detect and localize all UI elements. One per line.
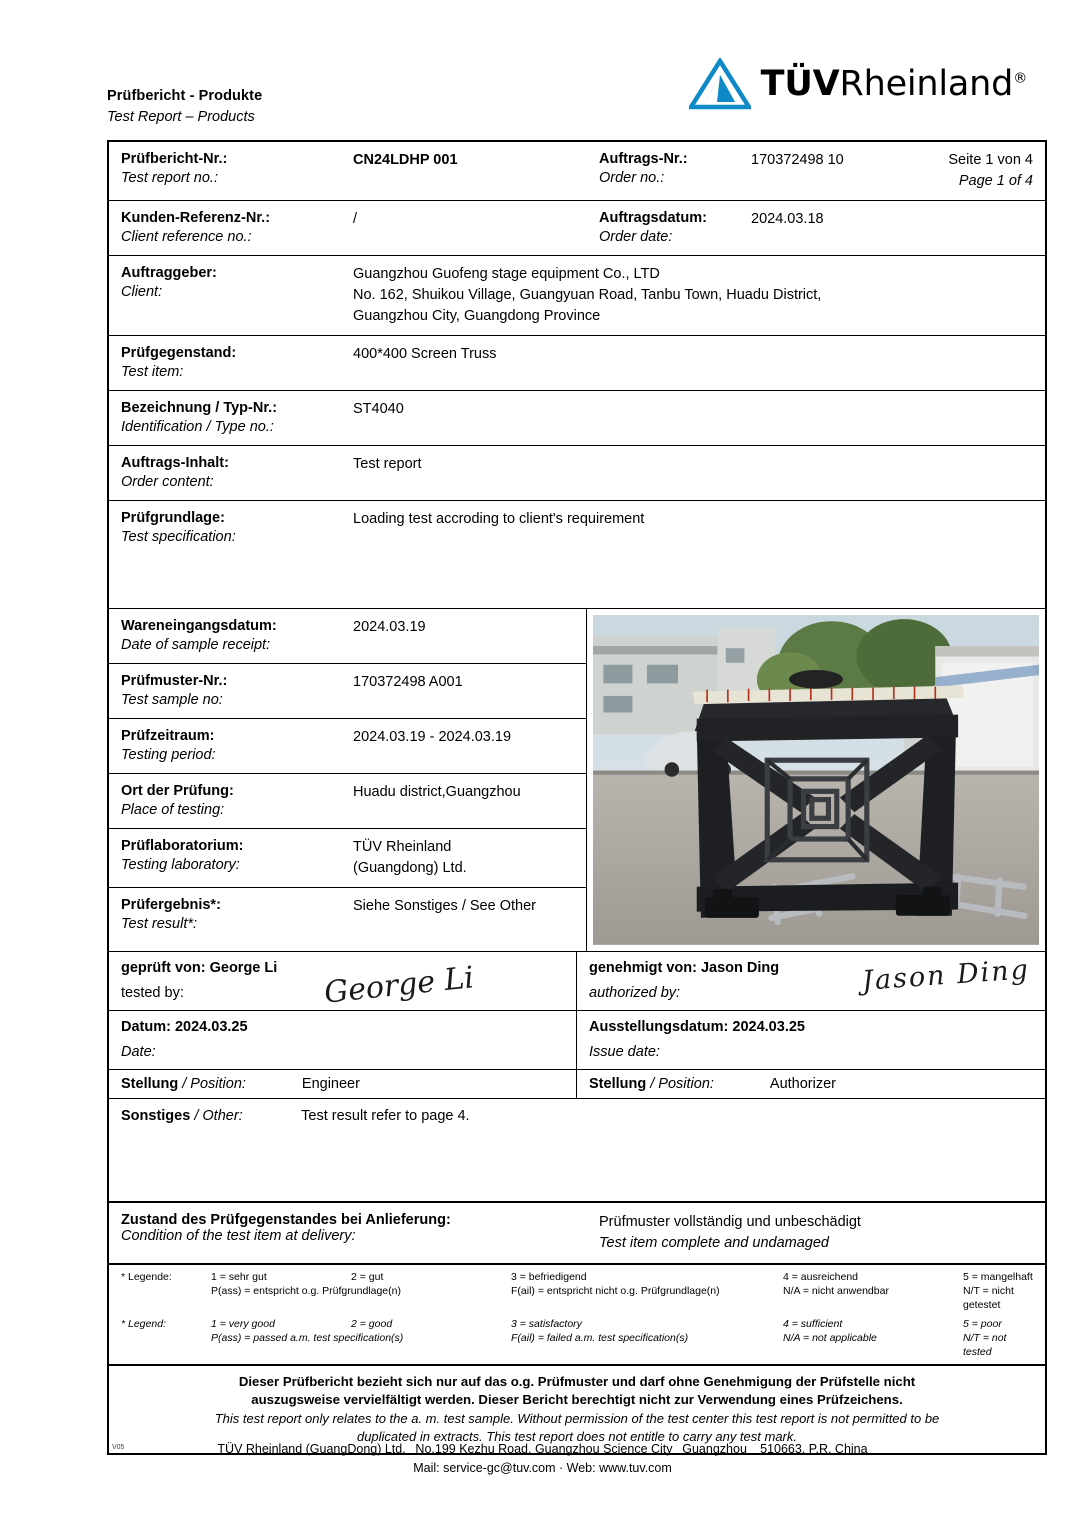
order-no-value: 170372498 10	[751, 152, 844, 168]
position-row	[109, 1070, 1045, 1099]
client-value-cell	[341, 256, 1045, 335]
authorized-by-label-de: genehmigt von: Jason Ding	[589, 959, 780, 976]
place-label-en: Place of testing:	[121, 802, 225, 818]
page-number-en: Page 1 of 4	[958, 173, 1033, 189]
legend-de-2-4: N/T = nicht getestet	[963, 1284, 1014, 1311]
row-client-reference	[109, 201, 1045, 256]
legend-de-1-3: 3 = befriedigend	[511, 1270, 587, 1283]
legend-spacer-2	[121, 1331, 211, 1359]
lab-value-cell	[341, 829, 586, 887]
legend-en-2-4: N/T = not tested	[963, 1331, 1007, 1358]
lab-value-line-1: TÜV Rheinland	[353, 839, 452, 855]
legend-en-2-1: P(ass) = passed a.m. test specification(s)	[211, 1331, 404, 1344]
order-no-label-en: Order no.:	[599, 170, 665, 186]
client-ref-label-cell	[109, 201, 341, 255]
logo-rheinland-text: Rheinland	[839, 64, 1014, 104]
client-label-en: Client:	[121, 284, 163, 300]
lab-label-cell	[109, 829, 341, 887]
testing-period-label-en: Testing period:	[121, 747, 216, 763]
row-sample-no	[109, 664, 586, 719]
page-number-de: Seite 1 von 4	[948, 152, 1033, 168]
issue-date-block	[577, 1011, 1045, 1069]
row-order-content	[109, 446, 1045, 501]
condition-label-en: Condition of the test item at delivery:	[121, 1227, 356, 1244]
row-place-of-testing	[109, 774, 586, 829]
test-item-label-en: Test item:	[121, 364, 184, 380]
logo-registered-mark: ®	[1013, 70, 1027, 87]
report-no-label-cell	[109, 142, 341, 200]
report-table	[107, 140, 1047, 1455]
order-content-label-de: Auftrags-Inhalt:	[121, 455, 229, 471]
sample-no-label-de: Prüfmuster-Nr.:	[121, 673, 228, 689]
position-label-left-en: / Position:	[182, 1075, 246, 1092]
legend-label-en: * Legend:	[121, 1317, 166, 1330]
position-label-right-en: / Position:	[650, 1075, 714, 1092]
order-no-value-cell	[739, 142, 899, 200]
result-label-en: Test result*:	[121, 916, 198, 932]
report-no-value-cell	[341, 142, 587, 200]
order-content-value: Test report	[353, 456, 422, 472]
lab-value-line-2: (Guangdong) Ltd.	[353, 860, 467, 876]
place-value: Huadu district,Guangzhou	[353, 784, 521, 800]
condition-value-de: Prüfmuster vollständig und unbeschädigt	[599, 1213, 861, 1230]
row-sample-receipt	[109, 609, 586, 664]
legend-de-line-2	[121, 1284, 1035, 1312]
condition-row	[109, 1203, 1045, 1265]
legend-spacer-1	[121, 1284, 211, 1312]
test-item-label-cell	[109, 336, 341, 390]
client-address-line-1: Guangzhou Guofeng stage equipment Co., LTD	[353, 266, 660, 282]
position-value-left: Engineer	[301, 1075, 360, 1092]
identification-label-de: Bezeichnung / Typ-Nr.:	[121, 400, 278, 416]
test-spec-label-cell	[109, 501, 341, 608]
tested-by-label-de: geprüft von: George Li	[121, 959, 278, 976]
test-date-label-en: Date:	[121, 1043, 156, 1060]
test-item-label-de: Prüfgegenstand:	[121, 345, 237, 361]
signature-header-row	[109, 952, 1045, 1011]
report-title-de: Prüfbericht - Produkte	[107, 88, 263, 104]
test-item-value-cell	[341, 336, 1045, 390]
report-no-label-de: Prüfbericht-Nr.:	[121, 151, 228, 167]
order-date-value-cell	[739, 201, 1045, 255]
order-date-label-de: Auftragsdatum:	[599, 210, 707, 226]
disclaimer-de-line-2: auszugsweise vervielfältigt werden. Dieser Bericht berechtigt nicht zur Verwendung eines Prüfzeichens.	[251, 1391, 903, 1407]
test-spec-value-cell	[341, 501, 1045, 608]
legend-block	[109, 1265, 1045, 1366]
sample-receipt-value: 2024.03.19	[353, 619, 426, 635]
order-content-label-en: Order content:	[121, 474, 214, 490]
sample-receipt-label-cell	[109, 609, 341, 663]
tuv-triangle-icon	[689, 58, 751, 110]
page-number-cell	[899, 142, 1045, 200]
truss-sample-photo	[593, 615, 1039, 945]
legend-de-1-2: 2 = gut	[351, 1270, 384, 1283]
order-content-value-cell	[341, 446, 1045, 500]
order-date-label-cell	[587, 201, 739, 255]
result-label-cell	[109, 888, 341, 942]
report-title-en: Test Report – Products	[107, 109, 255, 125]
test-spec-value: Loading test accroding to client's requirement	[353, 511, 645, 527]
test-item-value: 400*400 Screen Truss	[353, 346, 497, 362]
legend-de-1-5: 5 = mangelhaft	[963, 1270, 1033, 1283]
test-date-block	[109, 1011, 577, 1069]
identification-label-cell	[109, 391, 341, 445]
sample-no-label-en: Test sample no:	[121, 692, 223, 708]
test-date-label-de: Datum: 2024.03.25	[121, 1018, 248, 1035]
client-address-line-2: No. 162, Shuikou Village, Guangyuan Road, Tanbu Town, Huadu District,	[353, 287, 822, 303]
client-ref-value-cell	[341, 201, 587, 255]
result-value: Siehe Sonstiges / See Other	[353, 898, 536, 914]
footer-contact: Mail: service-gc@tuv.com · Web: www.tuv.com	[413, 1461, 672, 1475]
identification-label-en: Identification / Type no.:	[121, 419, 274, 435]
other-row	[109, 1099, 1045, 1203]
authorized-by-block	[577, 952, 1045, 1010]
legend-de-2-1: P(ass) = entspricht o.g. Prüfgrundlage(n)	[211, 1284, 401, 1297]
page-header	[0, 0, 1085, 132]
client-label-de: Auftraggeber:	[121, 265, 217, 281]
tuv-rheinland-logo	[689, 58, 1027, 110]
order-date-value: 2024.03.18	[751, 211, 824, 227]
legend-en-1-3: 3 = satisfactory	[511, 1317, 582, 1330]
test-spec-label-de: Prüfgrundlage:	[121, 510, 225, 526]
other-value: Test result refer to page 4.	[301, 1107, 470, 1124]
testing-period-label-cell	[109, 719, 341, 773]
testing-period-value-cell	[341, 719, 586, 773]
sample-no-value: 170372498 A001	[353, 674, 463, 690]
lab-label-de: Prüflaboratorium:	[121, 838, 244, 854]
row-testing-laboratory	[109, 829, 586, 888]
legend-label-de: * Legende:	[121, 1270, 172, 1283]
condition-value-cell	[599, 1212, 1045, 1254]
identification-value: ST4040	[353, 401, 404, 417]
row-test-specification	[109, 501, 1045, 609]
result-label-de: Prüfergebnis*:	[121, 897, 221, 913]
testing-period-label-de: Prüfzeitraum:	[121, 728, 215, 744]
legend-en-2-3: N/A = not applicable	[783, 1331, 877, 1344]
logo-tuv-text: TÜV	[760, 64, 840, 104]
client-ref-value: /	[353, 211, 358, 227]
report-no-label-en: Test report no.:	[121, 170, 218, 186]
disclaimer-en-line-1: This test report only relates to the a. m. test sample. Without permission of the test center this test report is not permitted to be	[214, 1410, 940, 1426]
condition-label-de: Zustand des Prüfgegenstandes bei Anlieferung:	[121, 1211, 451, 1228]
issue-date-label-de: Ausstellungsdatum: 2024.03.25	[589, 1018, 805, 1035]
sample-receipt-value-cell	[341, 609, 586, 663]
condition-label-cell	[121, 1212, 599, 1254]
client-ref-label-de: Kunden-Referenz-Nr.:	[121, 210, 271, 226]
sample-details-and-photo	[109, 609, 1045, 952]
authorized-by-signature: Jason Ding	[861, 954, 1031, 997]
legend-de-1-4: 4 = ausreichend	[783, 1270, 859, 1283]
legend-de-line-1	[121, 1270, 1035, 1284]
client-address-line-3: Guangzhou City, Guangdong Province	[353, 308, 601, 324]
order-no-label-cell	[587, 142, 739, 200]
row-testing-period	[109, 719, 586, 774]
other-label-en: / Other:	[194, 1107, 243, 1124]
place-label-cell	[109, 774, 341, 828]
legend-en-1-1: 1 = very good	[211, 1317, 275, 1330]
order-content-label-cell	[109, 446, 341, 500]
position-label-left	[121, 1076, 246, 1092]
document-version: V05	[112, 1443, 125, 1451]
issue-date-label-en: Issue date:	[589, 1043, 660, 1060]
sample-no-value-cell	[341, 664, 586, 718]
testing-period-value: 2024.03.19 - 2024.03.19	[353, 729, 512, 745]
legend-de-2-2: F(ail) = entspricht nicht o.g. Prüfgrundlage(n)	[511, 1284, 720, 1297]
position-value-right: Authorizer	[769, 1075, 836, 1092]
sample-receipt-label-de: Wareneingangsdatum:	[121, 618, 277, 634]
legend-en-1-2: 2 = good	[351, 1317, 393, 1330]
lab-label-en: Testing laboratory:	[121, 857, 240, 873]
test-spec-label-en: Test specification:	[121, 529, 236, 545]
position-label-right	[589, 1076, 714, 1092]
position-label-right-de: Stellung	[589, 1075, 647, 1092]
other-label-de: Sonstiges	[121, 1107, 191, 1124]
legend-en-line-1	[121, 1317, 1035, 1331]
row-client	[109, 256, 1045, 336]
row-report-number	[109, 142, 1045, 201]
authorized-by-label-en: authorized by:	[589, 984, 681, 1001]
footer-address: TÜV Rheinland (GuangDong) Ltd. No.199 Kezhu Road, Guangzhou Science City Guangzhou 510663, P.R. China	[217, 1442, 868, 1456]
other-label	[121, 1108, 243, 1124]
client-ref-label-en: Client reference no.:	[121, 229, 252, 245]
sample-no-label-cell	[109, 664, 341, 718]
legend-en-2-2: F(ail) = failed a.m. test specification(s)	[511, 1331, 689, 1344]
order-date-label-en: Order date:	[599, 229, 673, 245]
client-label-cell	[109, 256, 341, 335]
position-left	[109, 1070, 577, 1098]
order-no-label-de: Auftrags-Nr.:	[599, 151, 688, 167]
legend-de-1-1: 1 = sehr gut	[211, 1270, 267, 1283]
row-test-item	[109, 336, 1045, 391]
page-footer	[0, 1440, 1085, 1478]
condition-value-en: Test item complete and undamaged	[599, 1234, 829, 1251]
place-value-cell	[341, 774, 586, 828]
row-identification	[109, 391, 1045, 446]
row-test-result	[109, 888, 586, 942]
result-value-cell	[341, 888, 586, 942]
place-label-de: Ort der Prüfung:	[121, 783, 234, 799]
legend-en-1-4: 4 = sufficient	[783, 1317, 843, 1330]
disclaimer-en-line-2: duplicated in extracts. This test report does not entitle to carry any test mark.	[356, 1428, 798, 1444]
legend-en-line-2	[121, 1331, 1035, 1359]
position-right	[577, 1070, 1045, 1098]
signature-date-row	[109, 1011, 1045, 1070]
identification-value-cell	[341, 391, 1045, 445]
tested-by-block	[109, 952, 577, 1010]
legend-de-2-3: N/A = nicht anwendbar	[783, 1284, 889, 1297]
sample-details-column	[109, 609, 587, 951]
report-no-value: CN24LDHP 001	[353, 152, 458, 168]
tested-by-signature: George Li	[322, 960, 476, 1011]
disclaimer-de-line-1: Dieser Prüfbericht bezieht sich nur auf das o.g. Prüfmuster und darf ohne Genehmigung der Prüfstelle nicht	[238, 1373, 916, 1389]
legend-en-1-5: 5 = poor	[963, 1317, 1002, 1330]
tested-by-label-en: tested by:	[121, 984, 184, 1001]
sample-receipt-label-en: Date of sample receipt:	[121, 637, 271, 653]
logo-wordmark	[761, 64, 1027, 104]
sample-photo-container	[587, 609, 1045, 951]
position-label-left-de: Stellung	[121, 1075, 179, 1092]
